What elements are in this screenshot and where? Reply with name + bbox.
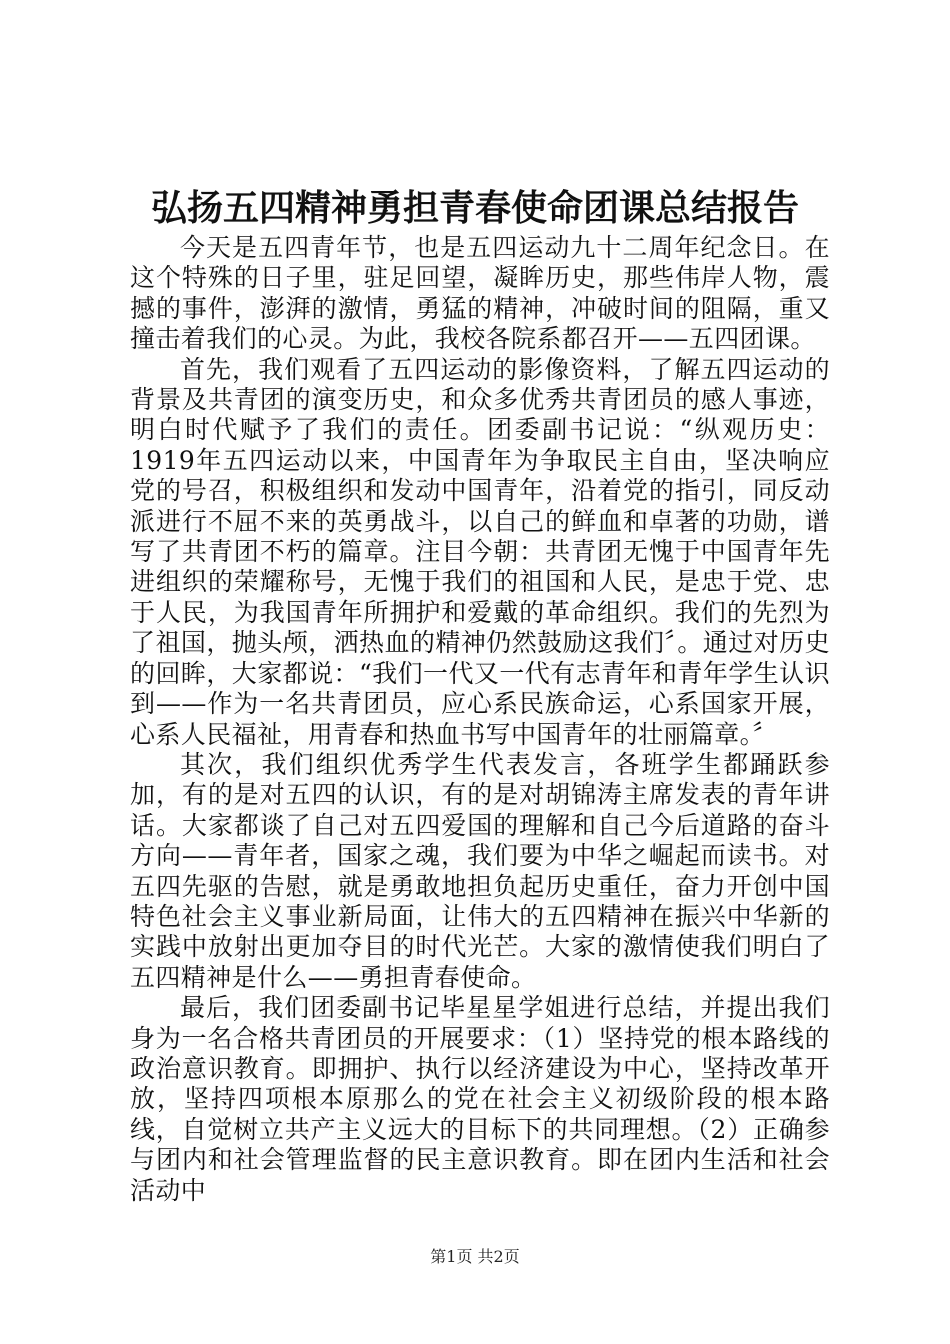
document-title: 弘扬五四精神勇担青春使命团课总结报告 (150, 187, 799, 229)
paragraph-1: 今天是五四青年节，也是五四运动九十二周年纪念日。在这个特殊的日子里，驻足回望，凝眸历史，那些伟岸人物，震撼的事件，澎湃的激情，勇猛的精神，冲破时间的阻隔，重又撞击着我们的心灵。为此，我校各院系都召开——五四团课。 (130, 233, 830, 354)
paragraph-4: 最后，我们团委副书记毕星星学姐进行总结，并提出我们身为一名合格共青团员的开展要求：（1）坚持党的根本路线的政治意识教育。即拥护、执行以经济建设为中心，坚持改革开放，坚持四项根本原那么的党在社会主义初级阶段的根本路线，自觉树立共产主义远大的目标下的共同理想。（2）正确参与团内和社会管理监督的民主意识教育。即在团内生活和社会活动中 (130, 993, 830, 1205)
paragraph-3: 其次，我们组织优秀学生代表发言，各班学生都踊跃参加，有的是对五四的认识，有的是对胡锦涛主席发表的青年讲话。大家都谈了自己对五四爱国的理解和自己今后道路的奋斗方向——青年者，国家之魂，我们要为中华之崛起而读书。对五四先驱的告慰，就是勇敢地担负起历史重任，奋力开创中国特色社会主义事业新局面，让伟大的五四精神在振兴中华新的实践中放射出更加夺目的时代光芒。大家的激情使我们明白了五四精神是什么——勇担青春使命。 (130, 749, 830, 992)
page-footer: 第1页 共2页 (430, 1247, 520, 1266)
document-body (130, 233, 830, 1206)
paragraph-2: 首先，我们观看了五四运动的影像资料，了解五四运动的背景及共青团的演变历史，和众多优秀共青团员的感人事迹，明白时代赋予了我们的责任。团委副书记说：“纵观历史：1919年五四运动以来，中国青年为争取民主自由，坚决响应党的号召，积极组织和发动中国青年，沿着党的指引，同反动派进行不屈不来的英勇战斗，以自己的鲜血和卓著的功勋，谱写了共青团不朽的篇章。注目今朝：共青团无愧于中国青年先进组织的荣耀称号，无愧于我们的祖国和人民，是忠于党、忠于人民，为我国青年所拥护和爱戴的革命组织。我们的先烈为了祖国，抛头颅，洒热血的精神仍然鼓励这我们〞。通过对历史的回眸，大家都说：“我们一代又一代有志青年和青年学生认识到——作为一名共青团员，应心系民族命运，心系国家开展，心系人民福祉，用青春和热血书写中国青年的壮丽篇章。〞 (130, 354, 830, 749)
